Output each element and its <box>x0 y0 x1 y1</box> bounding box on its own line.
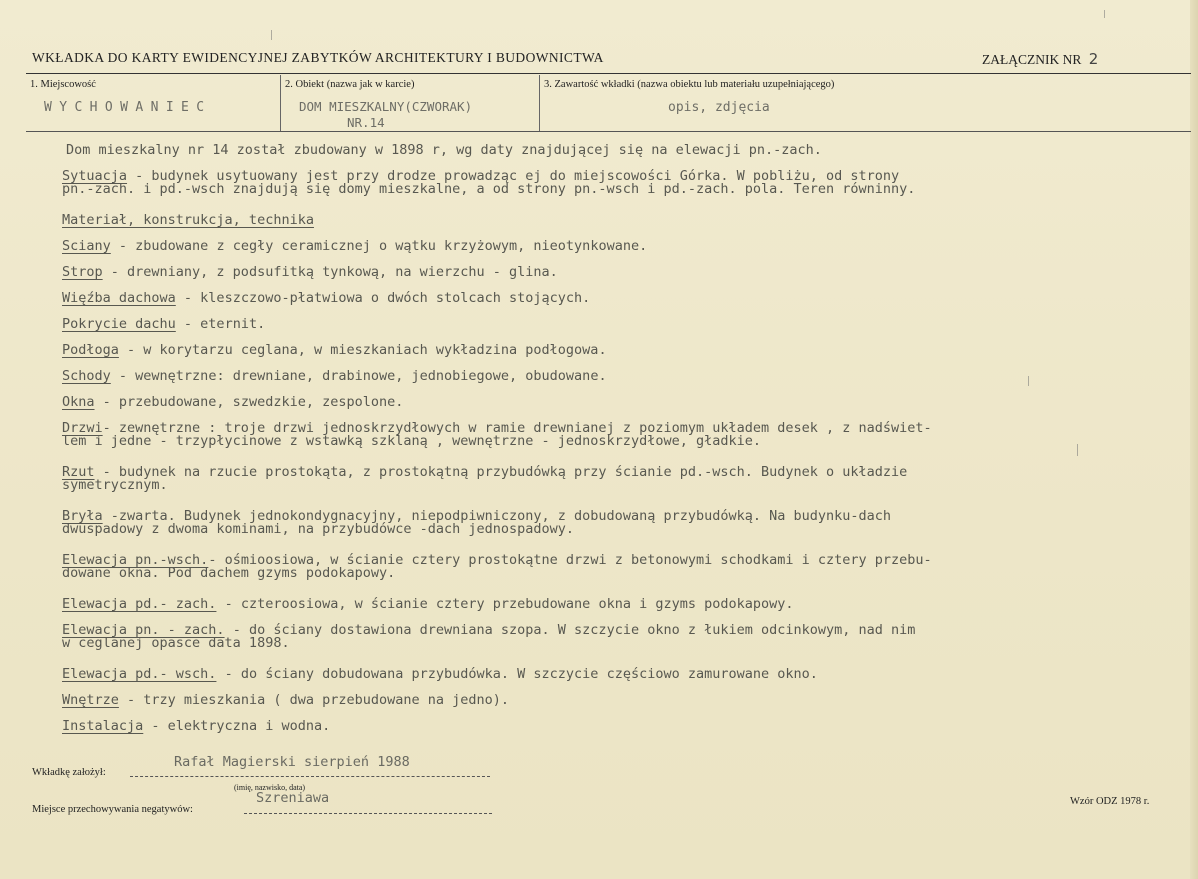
description-line <box>62 435 932 448</box>
locality-label: 1. Miejscowość <box>30 79 96 90</box>
description-wnetrze <box>62 694 509 707</box>
section-text: - wewnętrzne: drewniane, drabinowe, jednobiegowe, obudowane. <box>110 368 607 384</box>
paper-mark <box>1028 376 1029 386</box>
description-line <box>62 266 558 279</box>
section-text: w ceglanej opasce data 1898. <box>62 635 290 651</box>
description-line <box>62 370 607 383</box>
section-text: - ośmioosiowa, w ścianie cztery prostokątne drzwi z betonowymi schodkami i cztery przebu- <box>208 552 932 568</box>
object-value: DOM MIESZKALNY(CZWORAK) <box>299 99 473 114</box>
attachment-number <box>982 50 1098 68</box>
section-text: - czteroosiowa, w ścianie cztery przebudowane okna i gzyms podokapowy. <box>216 596 794 612</box>
description-sytuacja <box>62 170 915 196</box>
created-by-label: Wkładkę założył: <box>32 767 106 778</box>
section-text: - eternit. <box>175 316 266 332</box>
contents-value: opis, zdjęcia <box>668 100 770 115</box>
section-heading: Materiał, konstrukcja, technika <box>62 212 314 228</box>
negatives-line <box>244 813 492 814</box>
description-line <box>66 144 822 157</box>
description-bryla <box>62 510 891 536</box>
description-line <box>62 637 915 650</box>
section-text: - budynek usytuowany jest przy drodze prowadząc ej do miejscowości Górka. W pobliżu, od strony <box>127 168 900 184</box>
section-heading: Elewacja pd.- zach. <box>62 596 217 612</box>
field-boxes <box>26 75 1191 132</box>
section-text: dwuspadowy z dwoma kominami, na przybudówce -dach jednospadowy. <box>62 521 575 537</box>
created-by-line <box>130 776 490 777</box>
description-strop <box>62 266 558 279</box>
description-line <box>62 466 907 479</box>
description-okna <box>62 396 403 409</box>
description-line <box>62 694 509 707</box>
attachment-number-value: 2 <box>1088 50 1099 68</box>
section-heading: Elewacja pd.- wsch. <box>62 666 217 682</box>
section-text: - do ściany dostawiona drewniana szopa. W szczycie okno z łukiem odcinkowym, nad nim <box>224 622 916 638</box>
description-line <box>62 523 891 536</box>
description-pokrycie-dachu <box>62 318 265 331</box>
paper-mark <box>271 30 272 40</box>
card-title: WKŁADKA DO KARTY EWIDENCYJNEJ ZABYTKÓW ARCHITEKTURY I BUDOWNICTWA <box>32 50 604 65</box>
section-text: dowane okna. Pod dachem gzyms podokapowy. <box>62 565 396 581</box>
section-heading: Instalacja <box>62 718 144 734</box>
section-text: - przebudowane, szwedzkie, zespolone. <box>94 394 404 410</box>
description-line <box>62 214 314 227</box>
description-elewacja-pn-zach <box>62 624 915 650</box>
section-heading: Sciany <box>62 238 111 254</box>
section-heading: Podłoga <box>62 342 119 358</box>
section-text: - elektryczna i wodna. <box>143 718 331 734</box>
negatives-value: Szreniawa <box>256 790 330 806</box>
created-by-hint: (imię, nazwisko, data) <box>234 783 306 792</box>
section-heading: Bryła <box>62 508 103 524</box>
description-line <box>62 318 265 331</box>
created-by-value: Rafał Magierski sierpień 1988 <box>174 754 410 770</box>
object-label: 2. Obiekt (nazwa jak w karcie) <box>285 79 415 90</box>
section-heading: Rzut <box>62 464 95 480</box>
section-text: - zewnętrzne : troje drzwi jednoskrzydłowych w ramie drewnianej z poziomym układem desek , z nadświet- <box>102 420 932 436</box>
header-rule <box>26 73 1191 74</box>
locality-box <box>26 75 278 131</box>
section-text: Dom mieszkalny nr 14 został zbudowany w 1898 r, wg daty znajdującej się na elewacji pn.-zach. <box>66 142 822 158</box>
section-text: - do ściany dobudowana przybudówka. W szczycie częściowo zamurowane okno. <box>216 666 818 682</box>
section-heading: Strop <box>62 264 103 280</box>
description-line <box>62 344 607 357</box>
section-heading: Elewacja pn. - zach. <box>62 622 225 638</box>
description-elewacja-pd-zach <box>62 598 794 611</box>
section-heading: Więźba dachowa <box>62 290 176 306</box>
section-text: pn.-zach. i pd.-wsch znajdują się domy mieszkalne, a od strony pn.-wsch i pd.-zach. pola. Teren równinny. <box>62 181 916 197</box>
description-rzut <box>62 466 907 492</box>
section-text: - w korytarzu ceglana, w mieszkaniach wykładzina podłogowa. <box>118 342 607 358</box>
card-edge <box>1190 0 1198 879</box>
description-instalacja <box>62 720 330 733</box>
description-line <box>62 720 330 733</box>
description-material-konstrukcja-technika <box>62 214 314 227</box>
section-text: - budynek na rzucie prostokąta, z prostokątną przybudówką przy ścianie pd.-wsch. Budynek o układzie <box>94 464 908 480</box>
section-text: - zbudowane z cegły ceramicznej o wątku krzyżowym, nieotynkowane. <box>110 238 648 254</box>
description-line <box>62 240 647 253</box>
section-heading: Okna <box>62 394 95 410</box>
description-line <box>62 396 403 409</box>
contents-box <box>540 75 1190 131</box>
description-line <box>62 479 907 492</box>
section-heading: Elewacja pn.-wsch. <box>62 552 209 568</box>
description-line <box>62 183 915 196</box>
section-text: - kleszczowo-płatwiowa o dwóch stolcach stojących. <box>175 290 591 306</box>
description-line <box>62 668 818 681</box>
form-model: Wzór ODZ 1978 r. <box>1070 796 1150 807</box>
negatives-label: Miejsce przechowywania negatywów: <box>32 804 193 815</box>
description-line <box>62 567 932 580</box>
description-schody <box>62 370 607 383</box>
description-podloga <box>62 344 607 357</box>
description-elewacja-pd-wsch <box>62 668 818 681</box>
section-heading: Wnętrze <box>62 692 119 708</box>
paper-mark <box>1104 10 1105 18</box>
description-intro <box>66 144 822 157</box>
description-elewacja-pn-wsch <box>62 554 932 580</box>
paper-mark <box>1077 444 1078 456</box>
contents-label: 3. Zawartość wkładki (nazwa obiektu lub materiału uzupełniającego) <box>544 79 835 90</box>
attachment-label: ZAŁĄCZNIK NR <box>982 52 1082 67</box>
object-box <box>280 75 540 131</box>
section-text: symetrycznym. <box>62 477 168 493</box>
section-heading: Drzwi <box>62 420 103 436</box>
section-heading: Sytuacja <box>62 168 128 184</box>
object-number: NR.14 <box>347 115 385 130</box>
description-drzwi <box>62 422 932 448</box>
section-text: -zwarta. Budynek jednokondygnacyjny, niepodpiwniczony, z dobudowaną przybudówką. Na budynku-dach <box>102 508 892 524</box>
section-text: - trzy mieszkania ( dwa przebudowane na jedno). <box>118 692 510 708</box>
section-text: lem i jedne - trzypłycinowe z wstawką szklaną , wewnętrzne - jednoskrzydłowe, gładkie. <box>62 433 761 449</box>
section-text: - drewniany, z podsufitką tynkową, na wierzchu - glina. <box>102 264 558 280</box>
description-wiezba-dachowa <box>62 292 590 305</box>
locality-value: WYCHOWANIEC <box>44 100 212 115</box>
description-line <box>62 598 794 611</box>
section-heading: Pokrycie dachu <box>62 316 176 332</box>
description-sciany <box>62 240 647 253</box>
description-line <box>62 292 590 305</box>
section-heading: Schody <box>62 368 111 384</box>
